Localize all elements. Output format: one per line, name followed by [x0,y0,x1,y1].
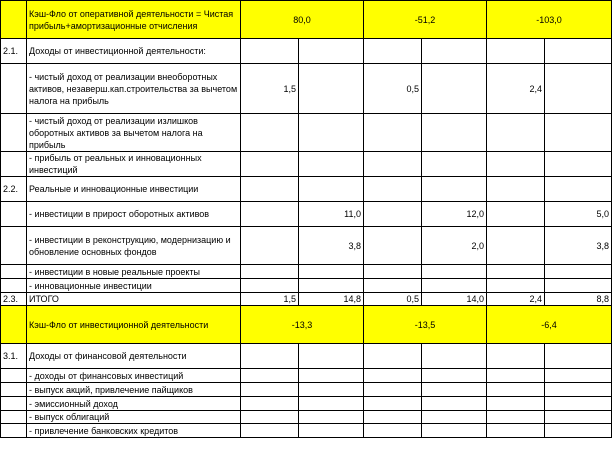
table-row [1,411,612,424]
value-cell[interactable] [241,265,299,279]
value-cell[interactable] [364,152,422,177]
value-cell[interactable]: 14,0 [422,293,487,306]
value-cell[interactable] [241,227,299,265]
value-cell[interactable] [364,411,422,424]
table-row [1,265,612,279]
value-cell[interactable] [422,279,487,293]
value-cell[interactable] [299,279,364,293]
row-label-cell[interactable]: - инвестиции в реконструкцию, модернизацию и обновление основных фондов [27,227,241,265]
table-row [1,306,612,344]
row-code-cell[interactable] [1,411,27,424]
value-cell[interactable] [299,424,364,438]
value-cell[interactable] [422,64,487,114]
value-cell[interactable]: 1,5 [241,293,299,306]
value-cell[interactable]: 11,0 [299,202,364,227]
row-label-cell[interactable]: - выпуск облигаций [27,411,241,424]
value-cell[interactable] [241,202,299,227]
value-cell[interactable] [422,152,487,177]
row-code-cell[interactable] [1,265,27,279]
value-cell[interactable] [241,397,299,411]
value-cell[interactable] [422,369,487,383]
spreadsheet-body [1,0,612,438]
value-cell[interactable] [299,114,364,152]
value-cell[interactable] [487,177,545,202]
row-code-cell[interactable] [1,152,27,177]
cashflow-value-cell[interactable]: -13,5 [364,306,487,344]
table-row [1,397,612,411]
value-cell[interactable] [422,424,487,438]
cashflow-value-cell[interactable]: -103,0 [487,1,612,39]
value-cell[interactable]: 14,8 [299,293,364,306]
table-row [1,383,612,397]
table-row [1,177,612,202]
value-cell[interactable] [545,397,612,411]
value-cell[interactable] [241,424,299,438]
value-cell[interactable] [241,114,299,152]
value-cell[interactable] [299,152,364,177]
row-code-cell[interactable] [1,114,27,152]
value-cell[interactable] [364,344,422,369]
row-code-cell[interactable] [1,306,27,344]
value-cell[interactable] [487,202,545,227]
value-cell[interactable] [545,383,612,397]
table-row [1,202,612,227]
value-cell[interactable] [364,383,422,397]
value-cell[interactable] [241,177,299,202]
value-cell[interactable]: 8,8 [545,293,612,306]
value-cell[interactable] [487,39,545,64]
value-cell[interactable] [241,39,299,64]
value-cell[interactable] [545,279,612,293]
row-code-cell[interactable] [1,64,27,114]
row-code-cell[interactable] [1,202,27,227]
value-cell[interactable] [364,279,422,293]
value-cell[interactable] [364,202,422,227]
value-cell[interactable]: 0,5 [364,64,422,114]
value-cell[interactable] [545,114,612,152]
table-row [1,293,612,306]
row-code-cell[interactable] [1,369,27,383]
value-cell[interactable] [545,177,612,202]
table-row [1,114,612,152]
value-cell[interactable] [364,114,422,152]
value-cell[interactable] [422,383,487,397]
table-row [1,152,612,177]
row-label-cell[interactable]: Реальные и инновационные инвестиции [27,177,241,202]
value-cell[interactable] [241,279,299,293]
table-row [1,279,612,293]
value-cell[interactable] [487,344,545,369]
value-cell[interactable] [364,265,422,279]
value-cell[interactable] [545,39,612,64]
table-row [1,64,612,114]
value-cell[interactable] [487,114,545,152]
table-row [1,344,612,369]
value-cell[interactable] [487,279,545,293]
value-cell[interactable] [487,152,545,177]
cashflow-value-cell[interactable]: -13,3 [241,306,364,344]
table-row [1,369,612,383]
value-cell[interactable] [422,397,487,411]
row-code-cell[interactable]: 2.1. [1,39,27,64]
row-label-cell[interactable]: - доходы от финансовых инвестиций [27,369,241,383]
row-label-cell[interactable]: - чистый доход от реализации внеоборотных активов, незаверш.кап.строительства за вычетом налога на прибыль [27,64,241,114]
value-cell[interactable] [487,424,545,438]
table-row [1,424,612,438]
value-cell[interactable] [422,39,487,64]
value-cell[interactable] [299,397,364,411]
value-cell[interactable] [545,369,612,383]
row-code-cell[interactable]: 3.1. [1,344,27,369]
value-cell[interactable]: 1,5 [241,64,299,114]
value-cell[interactable] [299,411,364,424]
row-label-cell[interactable]: ИТОГО [27,293,241,306]
row-code-cell[interactable] [1,1,27,39]
value-cell[interactable]: 12,0 [422,202,487,227]
row-code-cell[interactable] [1,424,27,438]
value-cell[interactable] [422,411,487,424]
value-cell[interactable] [299,369,364,383]
value-cell[interactable] [364,424,422,438]
value-cell[interactable] [241,383,299,397]
value-cell[interactable] [487,411,545,424]
value-cell[interactable] [545,152,612,177]
value-cell[interactable] [487,227,545,265]
row-code-cell[interactable]: 2.3. [1,293,27,306]
value-cell[interactable] [364,39,422,64]
row-label-cell[interactable]: Кэш-Фло от инвестиционной деятельности [27,306,241,344]
row-label-cell[interactable]: Доходы от инвестиционной деятельности: [27,39,241,64]
table-row [1,227,612,265]
value-cell[interactable] [422,114,487,152]
value-cell[interactable] [299,344,364,369]
cashflow-value-cell[interactable]: -51,2 [364,1,487,39]
row-label-cell[interactable]: - выпуск акций, привлечение пайщиков [27,383,241,397]
value-cell[interactable] [422,344,487,369]
row-label-cell[interactable]: - инвестиции в прирост оборотных активов [27,202,241,227]
row-label-cell[interactable]: Доходы от финансовой деятельности [27,344,241,369]
value-cell[interactable] [487,369,545,383]
value-cell[interactable] [487,265,545,279]
value-cell[interactable] [299,177,364,202]
row-code-cell[interactable] [1,383,27,397]
value-cell[interactable] [299,265,364,279]
value-cell[interactable] [545,265,612,279]
value-cell[interactable]: 5,0 [545,202,612,227]
value-cell[interactable] [487,397,545,411]
value-cell[interactable] [545,64,612,114]
row-label-cell[interactable]: - инвестиции в новые реальные проекты [27,265,241,279]
row-label-cell[interactable]: - чистый доход от реализации излишков оборотных активов за вычетом налога на прибыль [27,114,241,152]
row-code-cell[interactable] [1,279,27,293]
value-cell[interactable] [299,64,364,114]
value-cell[interactable] [241,411,299,424]
value-cell[interactable] [422,265,487,279]
value-cell[interactable]: 3,8 [299,227,364,265]
value-cell[interactable]: 2,4 [487,64,545,114]
cashflow-value-cell[interactable]: 80,0 [241,1,364,39]
row-code-cell[interactable] [1,397,27,411]
value-cell[interactable] [364,227,422,265]
table-row [1,1,612,39]
value-cell[interactable] [545,411,612,424]
table-row [1,39,612,64]
cashflow-value-cell[interactable]: -6,4 [487,306,612,344]
value-cell[interactable]: 3,8 [545,227,612,265]
value-cell[interactable] [299,39,364,64]
row-code-cell[interactable]: 2.2. [1,177,27,202]
value-cell[interactable] [487,383,545,397]
value-cell[interactable] [364,369,422,383]
value-cell[interactable]: 2,4 [487,293,545,306]
row-code-cell[interactable] [1,227,27,265]
value-cell[interactable] [364,177,422,202]
value-cell[interactable]: 2,0 [422,227,487,265]
row-label-cell[interactable]: - эмиссионный доход [27,397,241,411]
value-cell[interactable] [545,344,612,369]
value-cell[interactable] [545,424,612,438]
value-cell[interactable] [241,369,299,383]
row-label-cell[interactable]: Кэш-Фло от оперативной деятельности = Чистая прибыль+амортизационные отчисления [27,1,241,39]
value-cell[interactable]: 0,5 [364,293,422,306]
value-cell[interactable] [422,177,487,202]
value-cell[interactable] [241,152,299,177]
value-cell[interactable] [364,397,422,411]
value-cell[interactable] [241,344,299,369]
value-cell[interactable] [299,383,364,397]
row-label-cell[interactable]: - привлечение банковских кредитов [27,424,241,438]
row-label-cell[interactable]: - прибыль от реальных и инновационных инвестиций [27,152,241,177]
row-label-cell[interactable]: - инновационные инвестиции [27,279,241,293]
